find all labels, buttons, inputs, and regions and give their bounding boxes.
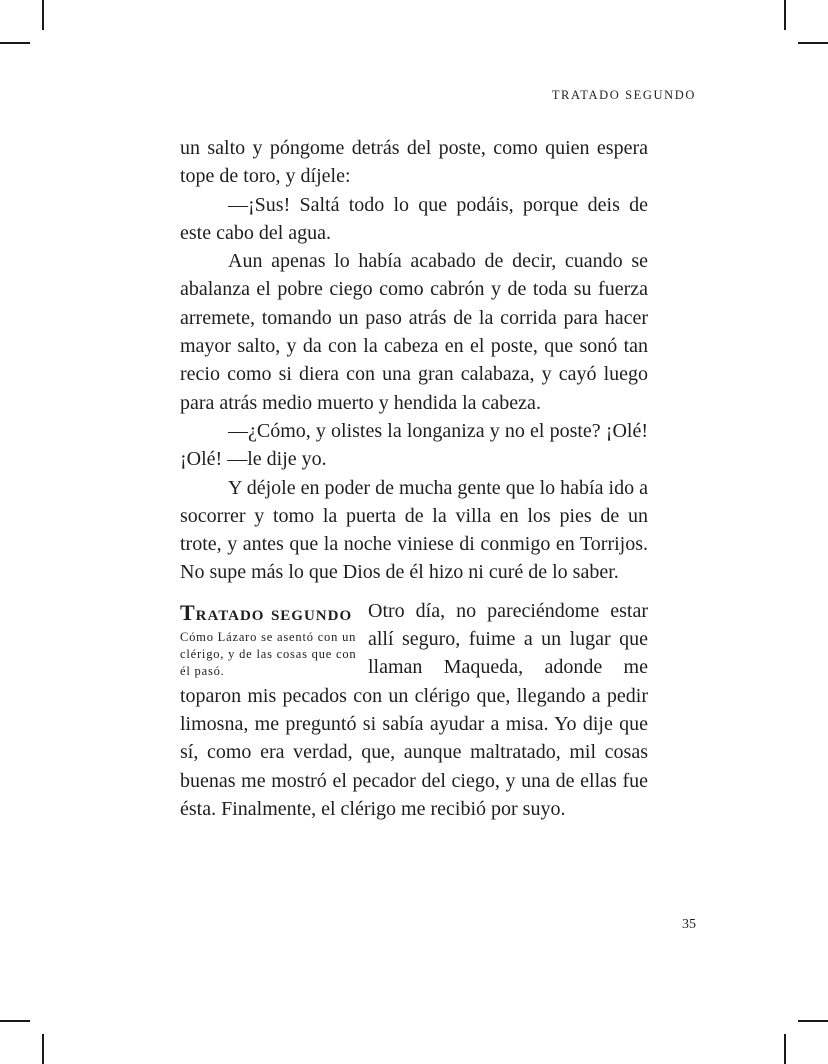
paragraph-dialogue-1: —¡Sus! Saltá todo lo que podáis, porque deis de este cabo del agua. [180, 193, 648, 244]
crop-mark-top-left-horizontal [0, 42, 30, 44]
page-number: 35 [682, 917, 696, 932]
crop-mark-bottom-left-horizontal [0, 1020, 30, 1022]
crop-mark-bottom-right-vertical [784, 1034, 786, 1064]
crop-mark-top-left-vertical [42, 0, 44, 30]
paragraph-narration-1: Aun apenas lo había acabado de decir, cuando se abalanza el pobre ciego como cabrón y de toda su fuerza arremete, tomando un paso atrás de la corrida para hacer mayor salto, y da con la cabeza en el poste, que sonó tan recio como si diera con una gran calabaza, y cayó luego para atrás medio muerto y hendida la cabeza. [180, 250, 648, 414]
paragraph-continuation: un salto y póngome detrás del poste, como quien espera tope de toro, y díjele: [180, 137, 648, 188]
paragraph-narration-2: Y déjole en poder de mucha gente que lo había ido a socorrer y tomo la puerta de la villa en los pies de un trote, y antes que la noche viniese di conmigo en Torrijos. No supe más lo que Dios de él hizo ni curé de lo saber. [180, 476, 648, 584]
crop-mark-bottom-right-horizontal [798, 1020, 828, 1022]
chapter-heading [180, 599, 368, 680]
paragraph-dialogue-2: —¿Cómo, y olistes la longaniza y no el poste? ¡Olé! ¡Olé! —le dije yo. [180, 419, 648, 471]
running-head: TRATADO SEGUNDO [551, 88, 696, 102]
crop-mark-top-right-vertical [784, 0, 786, 30]
crop-mark-top-right-horizontal [798, 42, 828, 44]
chapter-opening-paragraph: Otro día, no pareciéndome estar allí seguro, fuime a un lugar que llaman Maqueda, adonde me toparon mis pecados con un clérigo que, llegando a pedir limosna, me preguntó si sabía ayudar a misa. Yo dije que sí, como era verdad, que, aunque maltratado, mil cosas buenas me mostró el pecador del ciego, y una de ellas fue ésta. Finalmente, el clérigo me recibió por suyo. [180, 599, 648, 820]
crop-mark-bottom-left-vertical [42, 1034, 44, 1064]
chapter-title: Tratado segundo [180, 599, 353, 625]
text-block [180, 134, 648, 823]
chapter-summary: Cómo Lázaro se asentó con un clérigo, y de las cosas que con él pasó. [180, 629, 357, 678]
